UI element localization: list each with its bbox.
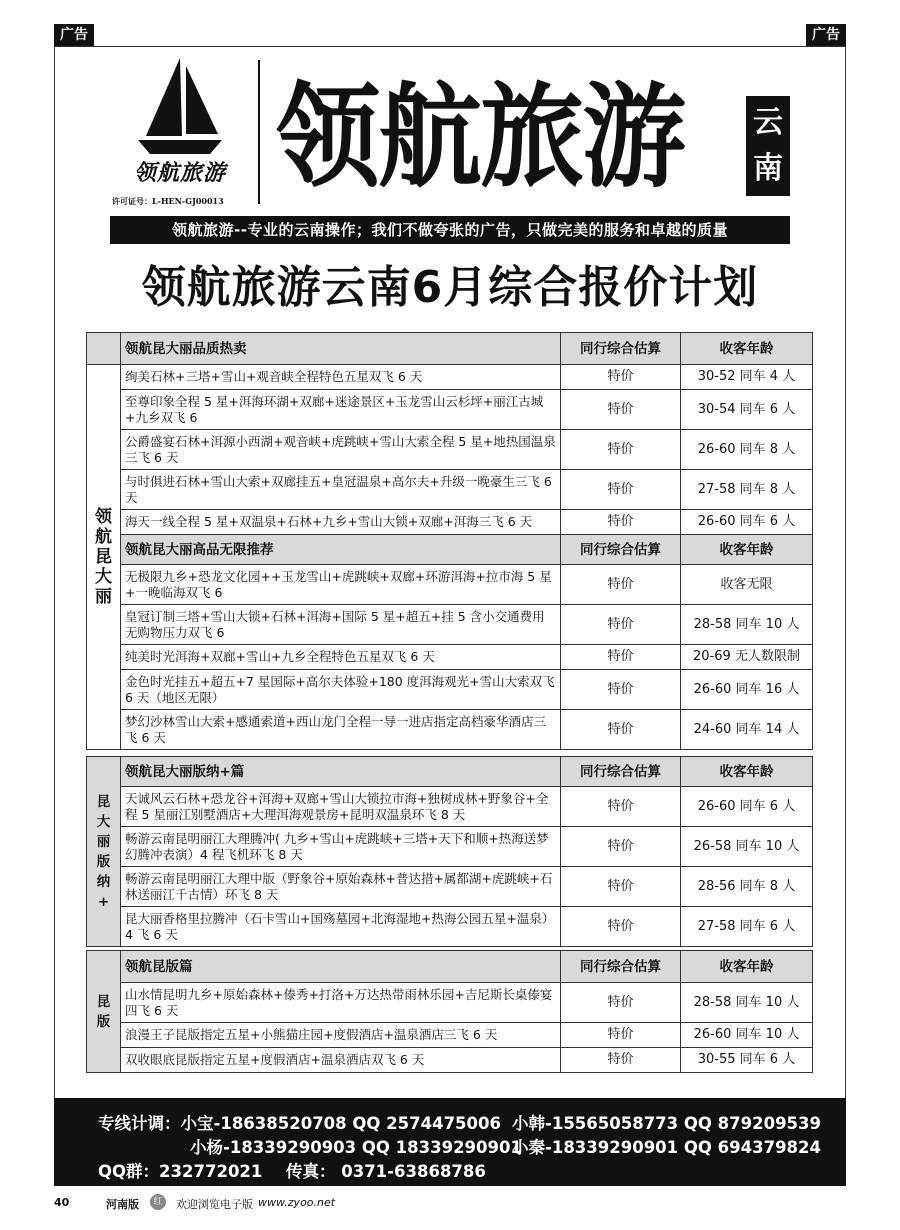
section-title: 领航昆大丽高品无限推荐: [121, 535, 561, 565]
section-title: 领航昆大丽版纳+篇: [121, 757, 561, 787]
route-price: 特价: [561, 470, 681, 510]
route-name: 山水情昆明九乡+原始森林+傣秀+打洛+万达热带雨林乐园+吉尼斯长桌傣宴四飞 6 天: [121, 983, 561, 1023]
route-age: 20-69 无人数限制: [681, 645, 813, 670]
route-price: 特价: [561, 907, 681, 947]
col-header-age: 收客年龄: [681, 535, 813, 565]
group-label: 昆大丽版纳+: [87, 757, 121, 947]
fax: 传真： 0371-63868786: [286, 1162, 486, 1181]
table-row: [87, 907, 813, 947]
route-name: 与时俱进石林+雪山大索+双廊挂五+皇冠温泉+高尔夫+升级一晚豪生三飞 6 天: [121, 470, 561, 510]
table-row: [87, 565, 813, 605]
contact-line-2b: 小秦-18339290901 QQ 694379824: [512, 1138, 822, 1157]
route-price: 特价: [561, 1023, 681, 1048]
table-row: [87, 670, 813, 710]
contact-line-2a: 小杨-18339290903 QQ 18339290901: [190, 1138, 522, 1157]
price-table-kundali-banna: [86, 756, 813, 947]
table-row: [87, 1023, 813, 1048]
region-badge: 云南: [746, 96, 790, 196]
route-name: 至尊印象全程 5 星+洱海环湖+双廊+迷途景区+玉龙雪山云杉坪+丽江古城+九乡双飞 6: [121, 390, 561, 430]
edition-label: 河南版: [106, 1198, 139, 1211]
route-age: 26-58 同车 10 人: [681, 827, 813, 867]
col-header-age: 收客年龄: [681, 757, 813, 787]
welcome-text: 欢迎浏览电子版: [176, 1198, 253, 1211]
qq-group: QQ群：232772021: [98, 1162, 263, 1181]
table-row: [87, 867, 813, 907]
route-age: 30-52 同车 4 人: [681, 365, 813, 390]
side-blank: [87, 333, 121, 365]
route-name: 梦幻沙林雪山大索+感通索道+西山龙门全程一导一进店指定高档豪华酒店三飞 6 天: [121, 710, 561, 750]
route-price: 特价: [561, 565, 681, 605]
route-age: 26-60 同车 8 人: [681, 430, 813, 470]
route-age: 30-55 同车 6 人: [681, 1048, 813, 1073]
badge-icon: 红: [150, 1194, 166, 1210]
header-divider: [258, 60, 260, 204]
route-name: 公爵盛宴石林+洱源小西湖+观音峡+虎跳峡+雪山大索全程 5 星+地热国温泉三飞 6 天: [121, 430, 561, 470]
route-name: 天诚风云石林+恐龙谷+洱海+双廊+雪山大锁拉市海+独树成林+野象谷+全程 5 星丽江别墅酒店+大理洱海观景房+昆明双温泉环飞 8 天: [121, 787, 561, 827]
table-row: [87, 605, 813, 645]
col-header-age: 收客年龄: [681, 333, 813, 365]
license-number: 许可证号：L-HEN-GJ00013: [112, 196, 224, 206]
route-age: 26-60 同车 6 人: [681, 510, 813, 535]
col-header-price: 同行综合估算: [561, 757, 681, 787]
table-row: [87, 1048, 813, 1073]
route-age: 30-54 同车 6 人: [681, 390, 813, 430]
table-row: [87, 983, 813, 1023]
price-table-kundali: [86, 332, 813, 750]
route-price: 特价: [561, 645, 681, 670]
contact-line-1b: 小韩-15565058773 QQ 879209539: [512, 1114, 822, 1133]
route-name: 昆大丽香格里拉腾冲（石卡雪山+国殇墓园+北海湿地+热海公园五星+温泉）4 飞 6 天: [121, 907, 561, 947]
table-row: [87, 390, 813, 430]
route-price: 特价: [561, 787, 681, 827]
route-name: 纯美时光洱海+双廊+雪山+九乡全程特色五星双飞 6 天: [121, 645, 561, 670]
route-age: 28-56 同车 8 人: [681, 867, 813, 907]
group-label: 昆版: [87, 951, 121, 1073]
route-price: 特价: [561, 670, 681, 710]
logo: [110, 56, 250, 206]
site-url[interactable]: www.zyoo.net: [258, 1196, 336, 1209]
contact-bar: [54, 1098, 846, 1186]
route-price: 特价: [561, 867, 681, 907]
section-header: [87, 757, 813, 787]
route-price: 特价: [561, 983, 681, 1023]
table-row: [87, 787, 813, 827]
section-title: 领航昆版篇: [121, 951, 561, 983]
table-row: [87, 710, 813, 750]
route-price: 特价: [561, 365, 681, 390]
route-age: 收客无限: [681, 565, 813, 605]
col-header-price: 同行综合估算: [561, 535, 681, 565]
table-row: [87, 645, 813, 670]
route-age: 26-60 同车 16 人: [681, 670, 813, 710]
section-header: [87, 333, 813, 365]
brand-title: 领航旅游: [276, 71, 685, 203]
route-name: 浪漫王子昆版指定五星+小熊猫庄园+度假酒店+温泉酒店三飞 6 天: [121, 1023, 561, 1048]
route-name: 无极限九乡+恐龙文化园++玉龙雪山+虎跳峡+双廊+环游洱海+拉市海 5 星+一晚临海双飞 6: [121, 565, 561, 605]
route-age: 24-60 同车 14 人: [681, 710, 813, 750]
route-age: 28-58 同车 10 人: [681, 983, 813, 1023]
route-price: 特价: [561, 827, 681, 867]
price-table-kunban: [86, 950, 813, 1073]
route-age: 26-60 同车 10 人: [681, 1023, 813, 1048]
table-row: [87, 470, 813, 510]
route-name: 金色时光挂五+超五+7 星国际+高尔夫体验+180 度洱海观光+雪山大索双飞 6 天（地区无限）: [121, 670, 561, 710]
page-title: 领航旅游云南6月综合报价计划: [141, 262, 759, 313]
contact-line-1a: 专线计调：小宝-18638520708 QQ 2574475006: [98, 1114, 501, 1133]
group-label: 领航昆大丽: [87, 365, 121, 750]
route-price: 特价: [561, 390, 681, 430]
ad-tag-left: 广告: [54, 24, 94, 46]
route-age: 27-58 同车 8 人: [681, 470, 813, 510]
col-header-price: 同行综合估算: [561, 333, 681, 365]
table-row: [87, 827, 813, 867]
slogan-bar: 领航旅游--专业的云南操作；我们不做夸张的广告，只做完美的服务和卓越的质量: [110, 216, 790, 244]
section-header: [87, 951, 813, 983]
route-price: 特价: [561, 510, 681, 535]
route-name: 海天一线全程 5 星+双温泉+石林+九乡+雪山大锁+双廊+洱海三飞 6 天: [121, 510, 561, 535]
ad-tag-right: 广告: [806, 24, 846, 46]
route-age: 27-58 同车 6 人: [681, 907, 813, 947]
route-price: 特价: [561, 605, 681, 645]
col-header-price: 同行综合估算: [561, 951, 681, 983]
route-name: 畅游云南昆明丽江大理中版（野象谷+原始森林+普达措+属都湖+虎跳峡+石林送丽江千古情）环飞 8 天: [121, 867, 561, 907]
route-price: 特价: [561, 430, 681, 470]
route-name: 畅游云南昆明丽江大理腾冲( 九乡+雪山+虎跳峡+三塔+天下和顺+热海送梦幻腾冲表演）4 程飞机环飞 8 天: [121, 827, 561, 867]
table-row: [87, 510, 813, 535]
section-title: 领航昆大丽品质热卖: [121, 333, 561, 365]
table-row: [87, 430, 813, 470]
route-price: 特价: [561, 1048, 681, 1073]
section-header: [87, 535, 813, 565]
route-age: 28-58 同车 10 人: [681, 605, 813, 645]
col-header-age: 收客年龄: [681, 951, 813, 983]
route-price: 特价: [561, 710, 681, 750]
route-name: 双收眼底昆版指定五星+度假酒店+温泉酒店双飞 6 天: [121, 1048, 561, 1073]
table-row: [87, 365, 813, 390]
page-number: 40: [54, 1196, 70, 1209]
sailboat-icon: [134, 56, 226, 160]
route-name: 皇冠订制三塔+雪山大锁+石林+洱海+国际 5 星+超五+挂 5 含小交通费用无购物压力双飞 6: [121, 605, 561, 645]
route-age: 26-60 同车 6 人: [681, 787, 813, 827]
logo-text: 领航旅游: [133, 160, 226, 186]
route-name: 绚美石林+三塔+雪山+观音峡全程特色五星双飞 6 天: [121, 365, 561, 390]
